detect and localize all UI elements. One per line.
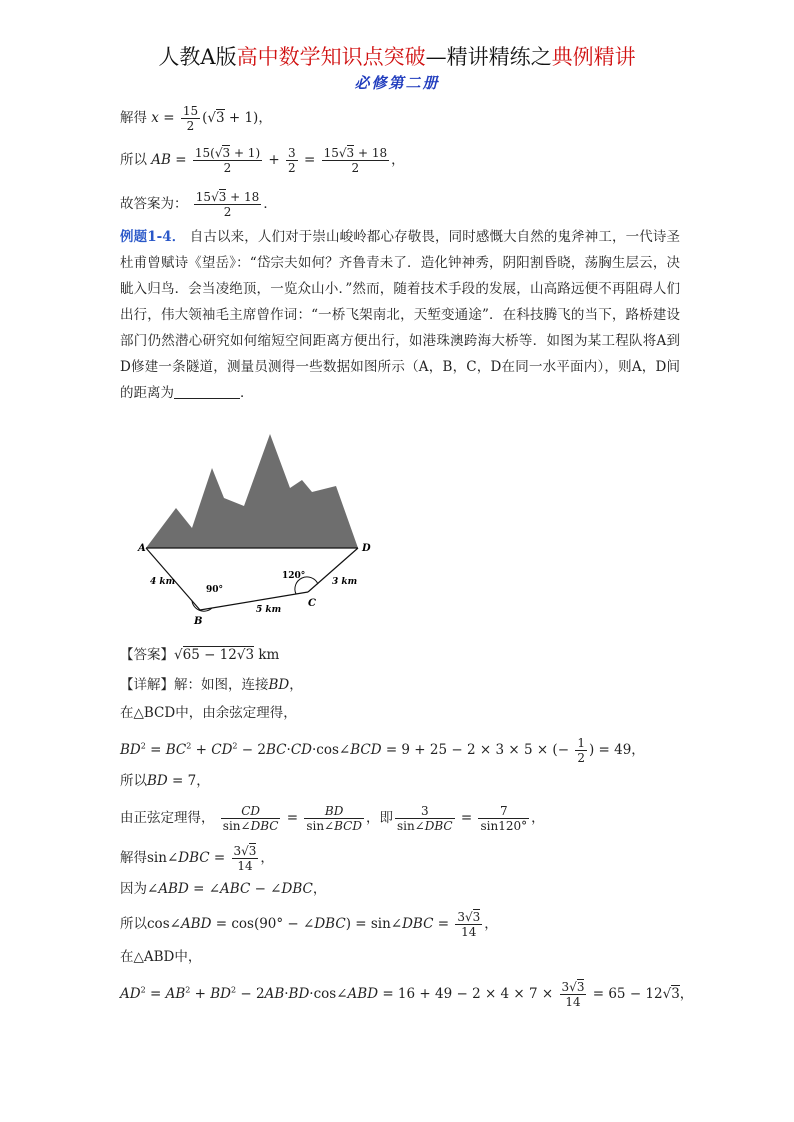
line-prefix: 所以	[120, 152, 147, 168]
tunnel-diagram	[136, 428, 386, 628]
angle-b-label: 90°	[206, 585, 224, 595]
line-prefix: 因为	[120, 881, 147, 897]
angle-c-label: 120°	[282, 571, 306, 581]
example-tail: ．	[240, 385, 254, 401]
solution-line: 所以 AB = $\frac{15(√3 + 1)}{2}$ + $\frac{3}{2}$ = $\frac{15√3 + 18}{2}$ ，	[120, 146, 405, 175]
equation-line: 所以cos∠ABD = cos(90° − ∠DBC) = sin∠DBC = $\frac{3√3}{14}$ ，	[120, 910, 498, 939]
length-bc: 5 km	[256, 605, 282, 615]
example-label: 例题1-4．	[120, 229, 186, 245]
example-text: 自古以来，人们对于崇山峻岭都心存敬畏，同时感慨大自然的鬼斧神工，一代诗圣杜甫曾赋诗《望岳》：“岱宗夫如何？齐鲁青未了．造化钟神秀，阴阳割昏晓，荡胸生层云，决眦入归鸟．会当凌绝顶，一览众山小．”然而，随着技术手段的发展，山高路远便不再阻碍人们出行，伟大领袖毛主席曾作词：“一桥飞架南北，天堑变通途”．在科技腾飞的当下，路桥建设部门仍然潜心研究如何缩短空间距离方便出行，如港珠澳跨海大桥等．如图为某工程队将A到D修建一条隧道，测量员测得一些数据如图所示（A，B，C，D在同一水平面内），则A，D间的距离为	[120, 229, 681, 401]
header-title-part: —精讲精练之	[425, 45, 552, 69]
detail-line	[120, 948, 201, 966]
header-title-highlight: 高中数学知识点突破	[236, 45, 426, 69]
detail-line	[120, 704, 297, 722]
header-title-highlight: 典例精讲	[551, 45, 636, 69]
equation-line: 由正弦定理得， $\frac{CD}{\text{sin∠DBC}}$ = $\frac{BD}{\text{sin∠BCD}}$ ，即 $\frac{3}{\text{sin∠DBC}}$ = $\frac{7}{\sin 120^\circ}$ ，	[120, 804, 545, 833]
length-ab: 4 km	[150, 577, 176, 587]
header-title-part: 人教A版	[158, 45, 237, 69]
label-a: A	[138, 543, 146, 554]
label-b: B	[194, 616, 203, 627]
equation-line: 因为∠ABD = ∠ABC − ∠DBC，	[120, 881, 327, 897]
detail-text: 解：如图，连接	[174, 677, 269, 693]
label-c: C	[308, 598, 316, 609]
line-prefix: 所以	[120, 916, 147, 932]
page-header-title	[0, 44, 794, 70]
label-d: D	[362, 543, 371, 554]
line-prefix: 解得	[120, 850, 147, 866]
line-prefix: 故答案为：	[120, 196, 188, 212]
answer-result: 【答案】√65 − 12√3 km	[120, 647, 280, 663]
equation-line: 解得sin∠DBC = $\frac{3√3}{14}$ ，	[120, 844, 274, 873]
line-prefix: 由正弦定理得，	[120, 810, 215, 826]
equation-line: $AD^2 = AB^2 + BD^2$ − 2AB·BD·cos∠ABD = 16 + 49 − 2 × 4 × 7 × $\frac{3√3}{14}$ = 65 − 12√3，	[120, 980, 694, 1009]
line-mid: ，即	[365, 810, 393, 826]
detail-label: 【详解】	[120, 677, 174, 693]
mountain-shape	[146, 434, 358, 548]
example-paragraph	[120, 224, 680, 406]
detail-text: 在△BCD中，由余弦定理得，	[120, 705, 297, 721]
answer-label: 【答案】	[120, 647, 174, 663]
answer-line: 故答案为： $\frac{15√3 + 18}{2}$ ．	[120, 190, 277, 219]
detail-line: 【详解】解：如图，连接BD，	[120, 677, 303, 693]
length-cd: 3 km	[332, 577, 358, 587]
equation-line: $BD^2 = BC^2 + CD^2$ − 2BC·CD·cos∠BCD = 9 + 25 − 2 × 3 × 5 × (− $\frac{1}{2}$ ) = 49，	[120, 736, 645, 765]
solution-line: 解得 x = $\frac{15}{2}$ (√3 + 1)，	[120, 104, 272, 133]
line-prefix: 解得	[120, 110, 147, 126]
equation-line: 所以BD = 7，	[120, 773, 210, 789]
page-header-subtitle: 必修第二册	[354, 74, 440, 92]
answer-blank	[174, 384, 240, 399]
detail-text: 在△ABD中，	[120, 949, 202, 965]
line-prefix: 所以	[120, 773, 147, 789]
